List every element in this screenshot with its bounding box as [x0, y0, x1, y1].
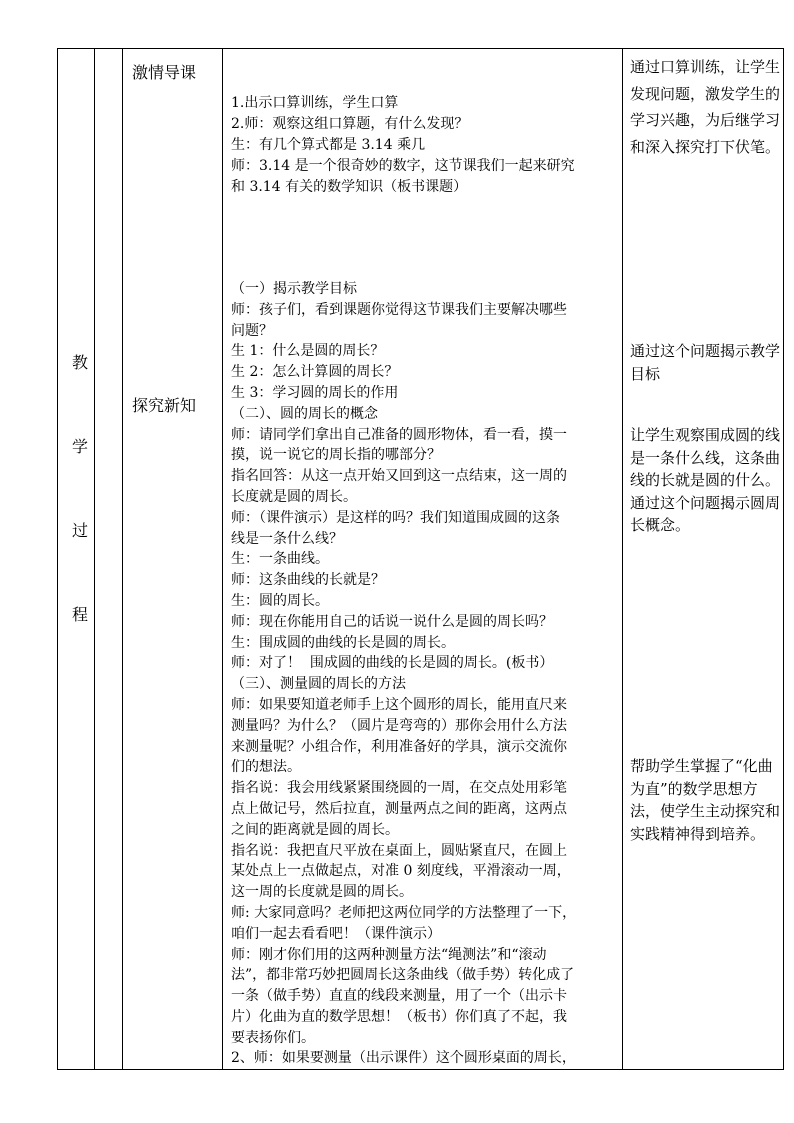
column-divider-4	[622, 48, 623, 1070]
explore-line: 来测量呢？小组合作，利用准备好的学具，演示交流你	[231, 738, 567, 755]
section-title-explore: 探究新知	[132, 396, 197, 415]
stage-label-char-4: 程	[71, 605, 88, 624]
explore-line: 要表扬你们。	[231, 1029, 315, 1046]
explore-line: 师：如果要知道老师手上这个圆形的周长，能用直尺来	[231, 696, 567, 713]
table-left-border	[57, 48, 58, 1070]
explore-line: 师：对了！ 围成圆的曲线的长是圆的周长。(板书）	[231, 655, 554, 672]
explore-note-method: 帮助学生掌握了“化曲为直”的数学思想方法，使学生主动探究和实践精神得到培养。	[630, 757, 781, 843]
intro-line: 师：3.14 是一个很奇妙的数字，这节课我们一起来研究	[231, 158, 575, 174]
explore-line: 生：圆的周长。	[231, 592, 329, 609]
explore-line: 某处点上一点做起点，对准 0 刻度线，平滑滚动一周，	[231, 863, 571, 880]
explore-line: 生：一条曲线。	[231, 551, 329, 568]
explore-line: 之间的距离就是圆的周长。	[231, 821, 399, 838]
explore-note-goal: 通过这个问题揭示教学目标	[630, 342, 781, 383]
explore-line: 师：请同学们拿出自己准备的圆形物体，看一看，摸一	[231, 426, 567, 443]
explore-line: 师：（课件演示）是这样的吗？我们知道围成圆的这条	[231, 509, 560, 526]
explore-line: 生 2：怎么计算圆的周长？	[231, 364, 399, 381]
section-title-intro: 激情导课	[132, 63, 197, 82]
explore-line: 测量吗？为什么？（圆片是弯弯的）那你会用什么方法	[231, 717, 567, 734]
column-divider-1	[94, 48, 95, 1070]
intro-note: 通过口算训练，让学生发现问题，激发学生的学习兴趣，为后继学习和深入探究打下伏笔。	[630, 58, 781, 156]
explore-line: 师：这条曲线的长就是？	[231, 572, 385, 589]
explore-line: 片）化曲为直的数学思想！（板书）你们真了不起，我	[231, 1008, 567, 1025]
explore-line: 点上做记号，然后拉直，测量两点之间的距离，这两点	[231, 800, 567, 817]
explore-body	[231, 279, 619, 1069]
explore-line: （二）、圆的周长的概念	[231, 405, 378, 422]
explore-line: 问题？	[231, 322, 273, 339]
intro-line: 和 3.14 有关的数学知识（板书课题）	[231, 179, 468, 195]
explore-note-concept: 让学生观察围成圆的线是一条什么线，这条曲线的长就是圆的什么。通过这个问题揭示圆周长概念。	[630, 426, 781, 534]
intro-line: 生：有几个算式都是 3.14 乘几	[231, 137, 426, 153]
explore-line: 这一周的长度就是圆的周长。	[231, 884, 413, 901]
explore-line: （三）、测量圆的周长的方法	[231, 676, 406, 693]
stage-label-char-3: 过	[71, 521, 88, 540]
explore-line: 咱们一起去看看吧！（课件演示）	[231, 925, 441, 942]
stage-label-char-2: 学	[71, 437, 88, 456]
explore-line: 们的想法。	[231, 759, 301, 776]
explore-line: 2、师：如果要测量（出示课件）这个圆形桌面的周长，	[231, 1050, 576, 1067]
table-top-border	[57, 48, 784, 49]
explore-line: 线是一条什么线？	[231, 530, 343, 547]
explore-line: 师: 大家同意吗？老师把这两位同学的方法整理了一下，	[231, 904, 577, 921]
intro-body	[231, 93, 619, 198]
explore-line: 指名说：我会用线紧紧围绕圆的一周，在交点处用彩笔	[231, 780, 567, 797]
explore-line: 法”，都非常巧妙把圆周长这条曲线（做手势）转化成了	[231, 967, 575, 984]
explore-line: 师：现在你能用自己的话说一说什么是圆的周长吗？	[231, 613, 553, 630]
explore-line: 摸，说一说它的周长指的哪部分？	[231, 447, 441, 464]
explore-line: 生 1：什么是圆的周长？	[231, 343, 385, 360]
column-divider-2	[122, 48, 123, 1070]
explore-line: 生：围成圆的曲线的长是圆的周长。	[231, 634, 455, 651]
column-divider-3	[222, 48, 223, 1070]
intro-line: 2.师：观察这组口算题，有什么发现？	[231, 116, 469, 132]
explore-line: （一）揭示教学目标	[231, 281, 357, 297]
stage-label-char-1: 教	[71, 353, 88, 372]
table-right-border	[783, 48, 784, 1070]
explore-line: 师：孩子们，看到课题你觉得这节课我们主要解决哪些	[231, 301, 567, 318]
explore-line: 生 3：学习圆的周长的作用	[231, 384, 399, 401]
explore-line: 一条（做手势）直直的线段来测量，用了一个（出示卡	[231, 988, 567, 1005]
explore-line: 师：刚才你们用的这两种测量方法“绳测法”和“滚动	[231, 946, 547, 963]
explore-line: 指名回答：从这一点开始又回到这一点结束，这一周的	[231, 468, 567, 485]
explore-line: 长度就是圆的周长。	[231, 488, 357, 505]
intro-line: 1.出示口算训练，学生口算	[231, 95, 399, 111]
explore-line: 指名说：我把直尺平放在桌面上，圆贴紧直尺，在圆上	[231, 842, 567, 859]
